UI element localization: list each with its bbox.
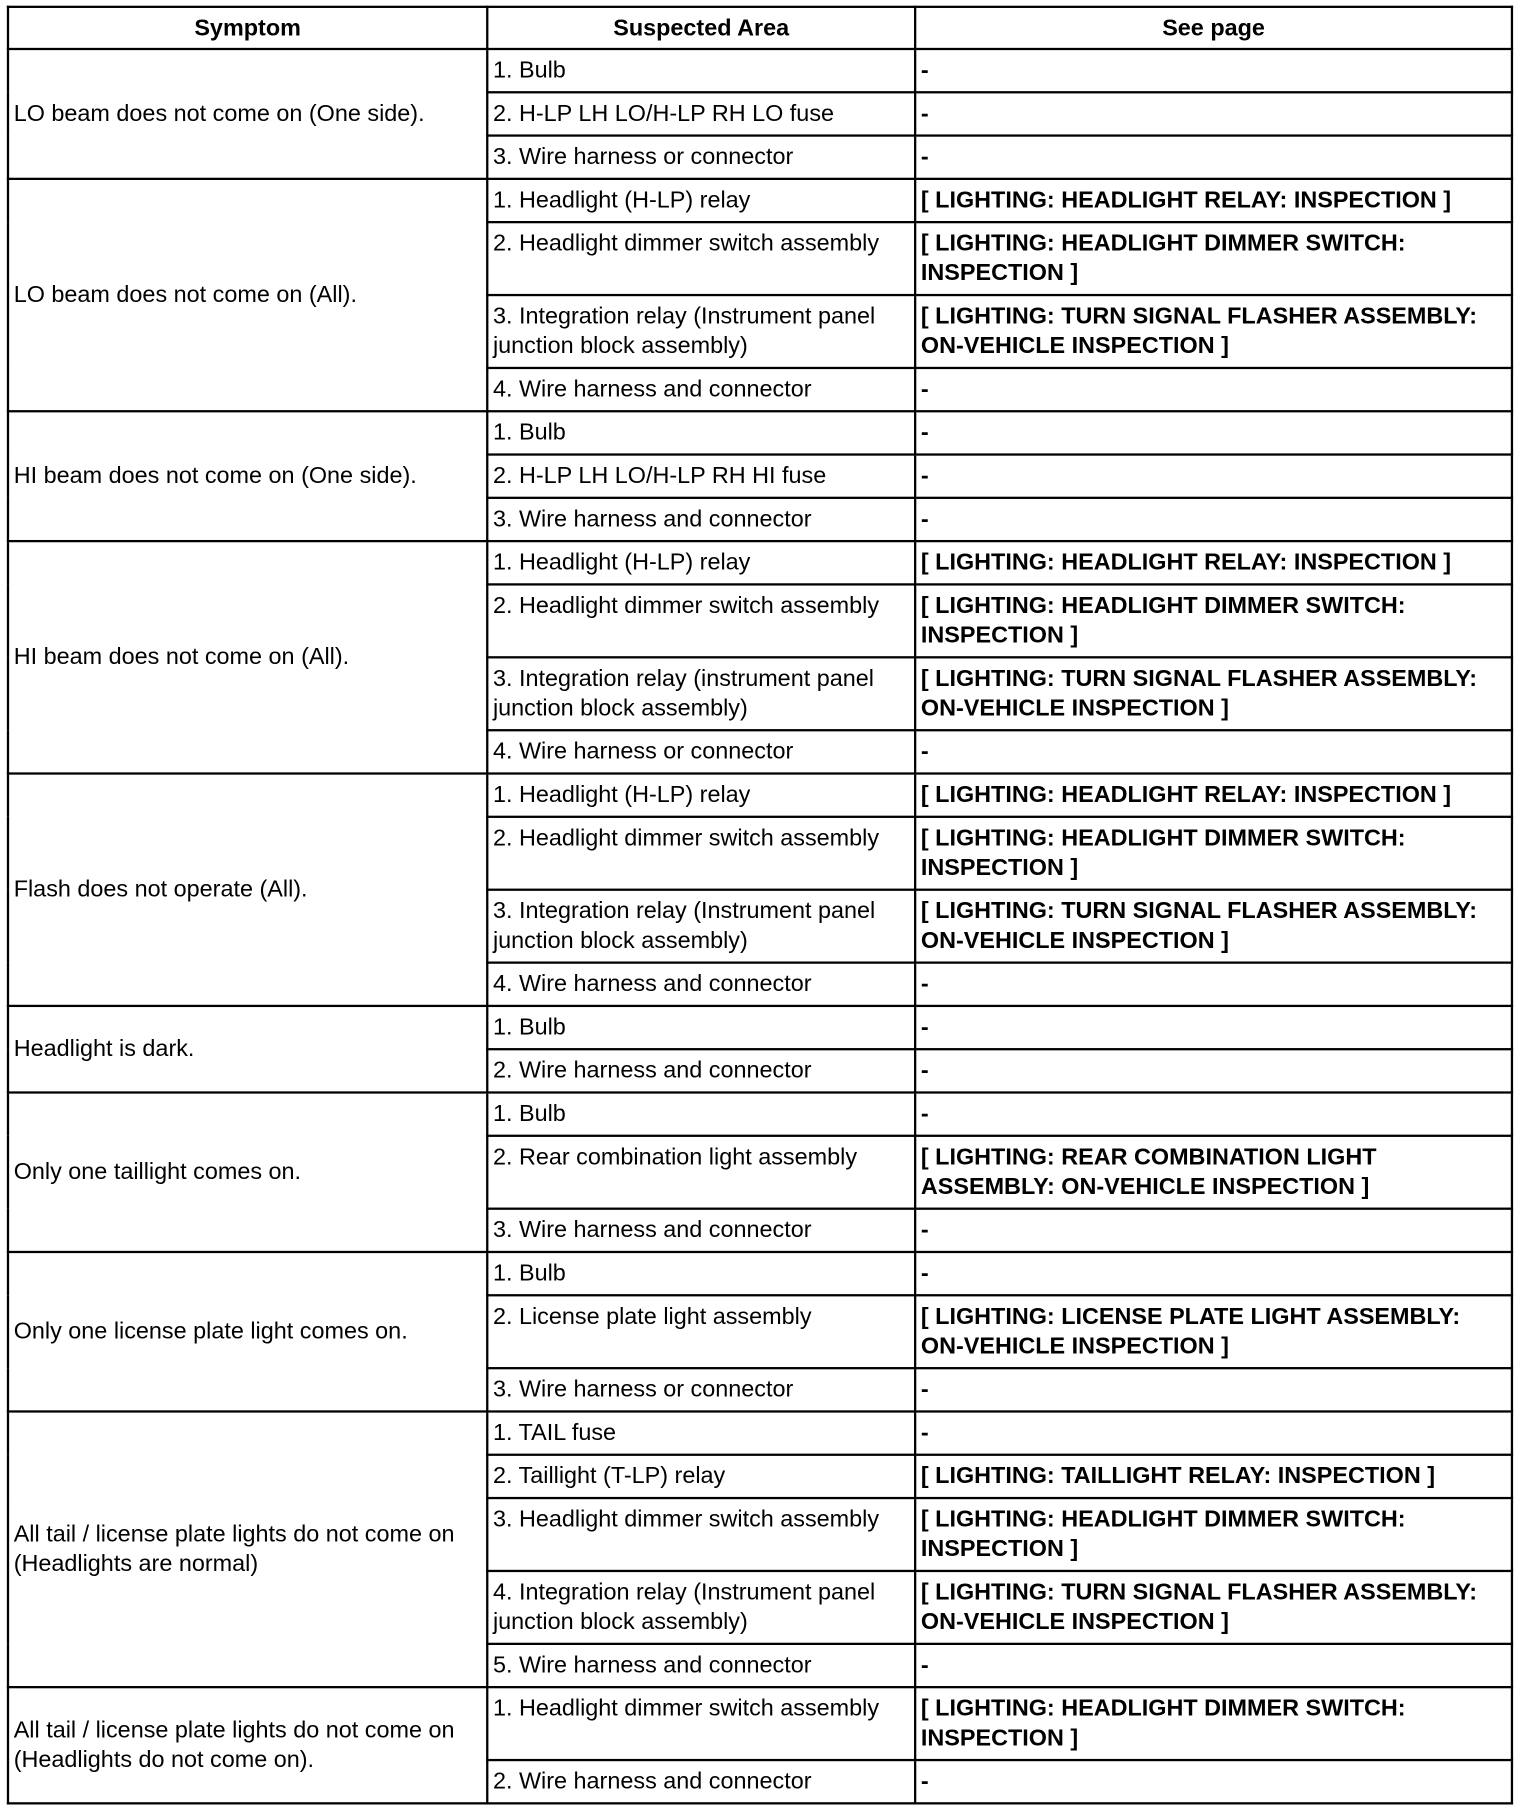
see-page-cell: - (915, 136, 1512, 179)
see-page-cell: - (915, 1644, 1512, 1687)
suspected-area-cell: 1. Headlight (H-LP) relay (487, 774, 915, 817)
symptom-cell: Only one taillight comes on. (8, 1092, 487, 1251)
suspected-area-cell: 5. Wire harness and connector (487, 1644, 915, 1687)
see-page-cell: - (915, 498, 1512, 541)
suspected-area-cell: 1. Headlight (H-LP) relay (487, 541, 915, 584)
see-page-cell: - (915, 1092, 1512, 1135)
table-row (8, 1411, 1512, 1454)
table-row (8, 49, 1512, 92)
table-body (8, 49, 1512, 1803)
symptom-header: Symptom (8, 7, 487, 49)
symptom-cell: Headlight is dark. (8, 1006, 487, 1093)
see-page-reference: [ LIGHTING: HEADLIGHT DIMMER SWITCH: INSPECTION ] (915, 222, 1512, 295)
troubleshooting-table (7, 6, 1513, 1805)
see-page-reference: [ LIGHTING: TAILLIGHT RELAY: INSPECTION ] (915, 1455, 1512, 1498)
suspected-area-cell: 2. Headlight dimmer switch assembly (487, 584, 915, 657)
suspected-area-cell: 3. Integration relay (instrument panel junction block assembly) (487, 657, 915, 730)
suspected-area-cell: 2. Taillight (T-LP) relay (487, 1455, 915, 1498)
suspected-area-cell: 2. Headlight dimmer switch assembly (487, 222, 915, 295)
suspected-area-cell: 3. Wire harness or connector (487, 136, 915, 179)
see-page-cell: - (915, 92, 1512, 135)
table-row (8, 1092, 1512, 1135)
table-row (8, 1687, 1512, 1760)
see-page-reference: [ LIGHTING: HEADLIGHT DIMMER SWITCH: INSPECTION ] (915, 584, 1512, 657)
suspected-area-cell: 4. Wire harness and connector (487, 963, 915, 1006)
see-page-reference: [ LIGHTING: TURN SIGNAL FLASHER ASSEMBLY: ON-VEHICLE INSPECTION ] (915, 1571, 1512, 1644)
symptom-cell: Flash does not operate (All). (8, 774, 487, 1006)
suspected-area-cell: 3. Headlight dimmer switch assembly (487, 1498, 915, 1571)
table-row (8, 774, 1512, 817)
suspected-area-cell: 1. Bulb (487, 1252, 915, 1295)
suspected-area-cell: 1. Bulb (487, 1006, 915, 1049)
suspected-area-header: Suspected Area (487, 7, 915, 49)
see-page-reference: [ LIGHTING: HEADLIGHT DIMMER SWITCH: INSPECTION ] (915, 817, 1512, 890)
suspected-area-cell: 1. Bulb (487, 411, 915, 454)
symptom-cell: LO beam does not come on (All). (8, 179, 487, 411)
suspected-area-cell: 2. Headlight dimmer switch assembly (487, 817, 915, 890)
suspected-area-cell: 1. Bulb (487, 49, 915, 92)
suspected-area-cell: 3. Wire harness and connector (487, 1209, 915, 1252)
suspected-area-cell: 4. Integration relay (Instrument panel junction block assembly) (487, 1571, 915, 1644)
symptom-cell: Only one license plate light comes on. (8, 1252, 487, 1411)
suspected-area-cell: 2. License plate light assembly (487, 1295, 915, 1368)
see-page-reference: [ LIGHTING: HEADLIGHT RELAY: INSPECTION ] (915, 179, 1512, 222)
see-page-cell: - (915, 368, 1512, 411)
see-page-reference: [ LIGHTING: TURN SIGNAL FLASHER ASSEMBLY: ON-VEHICLE INSPECTION ] (915, 890, 1512, 963)
symptom-cell: All tail / license plate lights do not come on (Headlights are normal) (8, 1411, 487, 1687)
suspected-area-cell: 2. Wire harness and connector (487, 1049, 915, 1092)
see-page-reference: [ LIGHTING: HEADLIGHT RELAY: INSPECTION ] (915, 774, 1512, 817)
suspected-area-cell: 1. Headlight (H-LP) relay (487, 179, 915, 222)
see-page-reference: [ LIGHTING: TURN SIGNAL FLASHER ASSEMBLY: ON-VEHICLE INSPECTION ] (915, 657, 1512, 730)
header-row (8, 7, 1512, 49)
table-row (8, 541, 1512, 584)
see-page-cell: - (915, 49, 1512, 92)
see-page-header: See page (915, 7, 1512, 49)
see-page-cell: - (915, 1760, 1512, 1803)
suspected-area-cell: 2. H-LP LH LO/H-LP RH LO fuse (487, 92, 915, 135)
see-page-cell: - (915, 730, 1512, 773)
see-page-reference: [ LIGHTING: REAR COMBINATION LIGHT ASSEMBLY: ON-VEHICLE INSPECTION ] (915, 1136, 1512, 1209)
table-row (8, 1006, 1512, 1049)
see-page-cell: - (915, 963, 1512, 1006)
see-page-cell: - (915, 411, 1512, 454)
table-row (8, 179, 1512, 222)
see-page-cell: - (915, 455, 1512, 498)
suspected-area-cell: 1. TAIL fuse (487, 1411, 915, 1454)
see-page-cell: - (915, 1049, 1512, 1092)
see-page-reference: [ LIGHTING: HEADLIGHT DIMMER SWITCH: INSPECTION ] (915, 1498, 1512, 1571)
suspected-area-cell: 4. Wire harness or connector (487, 730, 915, 773)
symptom-cell: HI beam does not come on (All). (8, 541, 487, 773)
suspected-area-cell: 3. Integration relay (Instrument panel junction block assembly) (487, 295, 915, 368)
symptom-cell: All tail / license plate lights do not come on (Headlights do not come on). (8, 1687, 487, 1803)
suspected-area-cell: 4. Wire harness and connector (487, 368, 915, 411)
see-page-cell: - (915, 1368, 1512, 1411)
table-row (8, 411, 1512, 454)
see-page-reference: [ LIGHTING: TURN SIGNAL FLASHER ASSEMBLY: ON-VEHICLE INSPECTION ] (915, 295, 1512, 368)
suspected-area-cell: 3. Wire harness and connector (487, 498, 915, 541)
suspected-area-cell: 3. Wire harness or connector (487, 1368, 915, 1411)
suspected-area-cell: 1. Headlight dimmer switch assembly (487, 1687, 915, 1760)
see-page-cell: - (915, 1252, 1512, 1295)
see-page-reference: [ LIGHTING: LICENSE PLATE LIGHT ASSEMBLY: ON-VEHICLE INSPECTION ] (915, 1295, 1512, 1368)
suspected-area-cell: 3. Integration relay (Instrument panel junction block assembly) (487, 890, 915, 963)
see-page-cell: - (915, 1209, 1512, 1252)
symptom-cell: HI beam does not come on (One side). (8, 411, 487, 541)
symptom-cell: LO beam does not come on (One side). (8, 49, 487, 179)
see-page-reference: [ LIGHTING: HEADLIGHT DIMMER SWITCH: INSPECTION ] (915, 1687, 1512, 1760)
suspected-area-cell: 1. Bulb (487, 1092, 915, 1135)
table-row (8, 1252, 1512, 1295)
see-page-reference: [ LIGHTING: HEADLIGHT RELAY: INSPECTION ] (915, 541, 1512, 584)
suspected-area-cell: 2. Wire harness and connector (487, 1760, 915, 1803)
see-page-cell: - (915, 1006, 1512, 1049)
suspected-area-cell: 2. H-LP LH LO/H-LP RH HI fuse (487, 455, 915, 498)
suspected-area-cell: 2. Rear combination light assembly (487, 1136, 915, 1209)
see-page-cell: - (915, 1411, 1512, 1454)
